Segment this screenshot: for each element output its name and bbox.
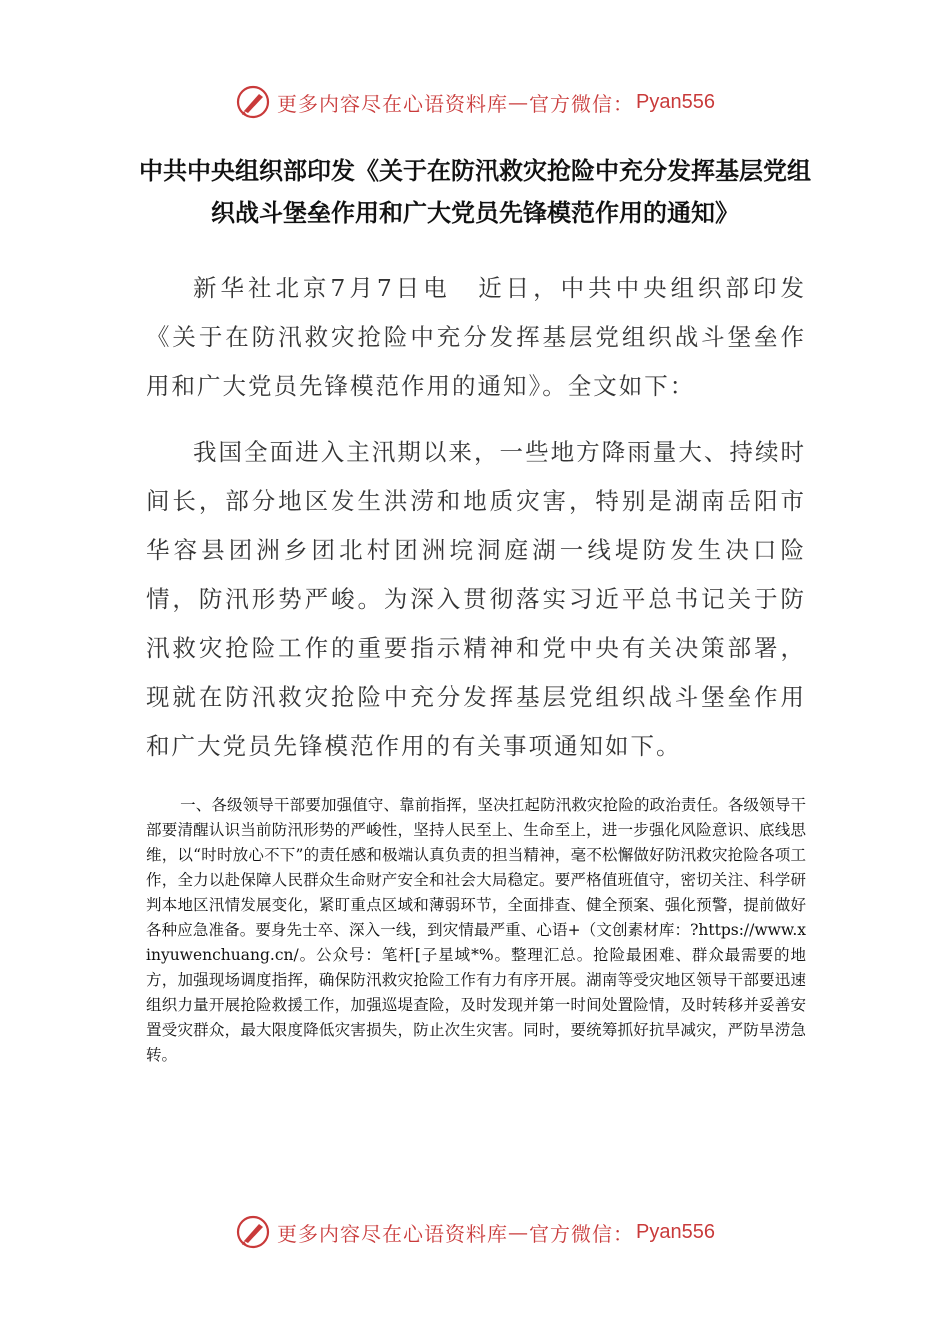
header-brand-text: 更多内容尽在心语资料库	[277, 91, 509, 116]
document-title: 中共中央组织部印发《关于在防汛救灾抢险中充分发挥基层党组织战斗堡垒作用和广大党员先锋模范作用的通知》	[139, 157, 811, 227]
footer-account-label: 官方微信：	[529, 1221, 635, 1246]
header-account-label: 官方微信：	[529, 91, 635, 116]
body-paragraph-3: 一、各级领导干部要加强值守、靠前指挥，坚决扛起防汛救灾抢险的政治责任。各级领导干部要清醒认识当前防汛形势的严峻性，坚持人民至上、生命至上，进一步强化风险意识、底线思维，以“时时放心不下”的责任感和极端认真负责的担当精神，毫不松懈做好防汛救灾抢险各项工作，全力以赴保障人民群众生命财产安全和社会大局稳定。要严格值班值守，密切关注、科学研判本地区汛情发展变化，紧盯重点区域和薄弱环节，全面排查、健全预案、强化预警，提前做好各种应急准备。要身先士卒、深入一线，到灾情最严重、心语+（文创素材库：?https://www.xinyuwenchuang.cn/。公众号：笔杆[子星域*%。整理汇总。抢险最困难、群众最需要的地方，加强现场调度指挥，确保防汛救灾抢险工作有力有序开展。湖南等受灾地区领导干部要迅速组织力量开展抢险救援工作，加强巡堤查险，及时发现并第一时间处置险情，及时转移并妥善安置受灾群众，最大限度降低灾害损失，防止次生灾害。同时，要统筹抓好抗旱减灾，严防旱涝急转。	[146, 796, 806, 1064]
footer-account: Pyan556	[636, 1220, 715, 1243]
intro-paragraph: 新华社北京7月7日电 近日，中共中央组织部印发《关于在防汛救灾抢险中充分发挥基层党组织战斗堡垒作用和广大党员先锋模范作用的通知》。全文如下：	[146, 274, 806, 400]
header-account: Pyan556	[636, 90, 715, 113]
pen-logo-icon	[235, 84, 271, 120]
footer-separator: —	[508, 1220, 530, 1244]
body-paragraph-2: 我国全面进入主汛期以来，一些地方降雨量大、持续时间长，部分地区发生洪涝和地质灾害，特别是湖南岳阳市华容县团洲乡团北村团洲垸洞庭湖一线堤防发生决口险情，防汛形势严峻。为深入贯彻落实习近平总书记关于防汛救灾抢险工作的重要指示精神和党中央有关决策部署，现就在防汛救灾抢险中充分发挥基层党组织战斗堡垒作用和广大党员先锋模范作用的有关事项通知如下。	[146, 438, 806, 760]
footer-brand-text: 更多内容尽在心语资料库	[277, 1221, 509, 1246]
footer-banner	[0, 1212, 950, 1252]
header-separator: —	[508, 90, 530, 114]
header-banner	[0, 82, 950, 122]
pen-logo-icon	[235, 1214, 271, 1250]
